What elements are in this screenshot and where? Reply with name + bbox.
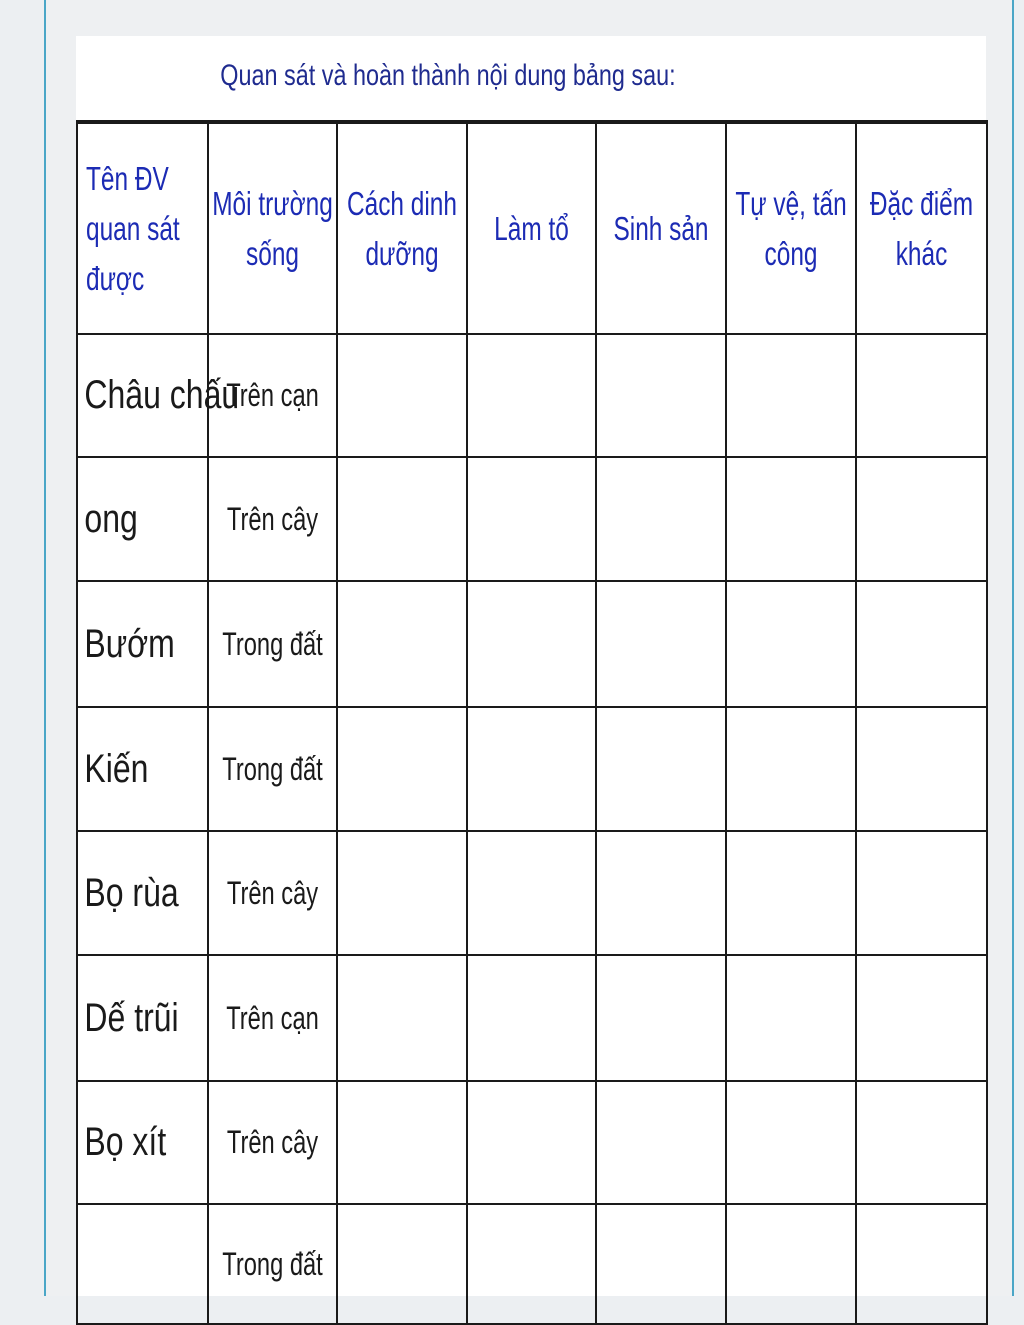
- habitat-value: Trên cây: [226, 1124, 319, 1160]
- habitat-value: Trong đất: [222, 625, 323, 662]
- empty-answer-cell[interactable]: [856, 1081, 987, 1204]
- habitat-cell: [208, 1204, 337, 1324]
- table-row: [77, 457, 987, 581]
- header-animal-name: Tên ĐV quan sát được: [77, 122, 208, 334]
- empty-answer-cell[interactable]: [337, 955, 467, 1081]
- empty-answer-cell[interactable]: [337, 831, 467, 955]
- empty-answer-cell[interactable]: [596, 1081, 726, 1204]
- habitat-value: Trên cạn: [226, 999, 319, 1036]
- empty-answer-cell[interactable]: [596, 581, 726, 707]
- table-row: [77, 581, 987, 707]
- animal-name: Bướm: [84, 621, 175, 666]
- empty-answer-cell[interactable]: [856, 457, 987, 581]
- animal-name-cell: [77, 1204, 208, 1324]
- habitat-value: Trên cây: [226, 500, 319, 537]
- habitat-cell: [208, 581, 337, 707]
- empty-answer-cell[interactable]: [467, 1204, 596, 1324]
- empty-answer-cell[interactable]: [467, 955, 596, 1081]
- animal-name-cell: [77, 581, 208, 707]
- empty-answer-cell[interactable]: [726, 707, 856, 831]
- empty-answer-cell[interactable]: [337, 1081, 467, 1204]
- habitat-cell: [208, 334, 337, 457]
- animal-name-cell: [77, 707, 208, 831]
- empty-answer-cell[interactable]: [596, 457, 726, 581]
- habitat-value: Trong đất: [222, 1245, 323, 1282]
- empty-answer-cell[interactable]: [726, 1081, 856, 1204]
- empty-answer-cell[interactable]: [337, 707, 467, 831]
- habitat-cell: [208, 707, 337, 831]
- habitat-cell: [208, 831, 337, 955]
- empty-answer-cell[interactable]: [726, 457, 856, 581]
- habitat-value: Trong đất: [222, 750, 323, 787]
- table-row: [77, 955, 987, 1081]
- animal-name: Bọ rùa: [84, 870, 179, 915]
- header-defense: Tự vệ, tấn công: [726, 122, 856, 334]
- header-habitat: Môi trường sống: [208, 122, 337, 334]
- empty-answer-cell[interactable]: [856, 334, 987, 457]
- empty-answer-cell[interactable]: [337, 457, 467, 581]
- animal-name: Kiến: [84, 746, 149, 791]
- animal-name: Dế trũi: [84, 995, 179, 1040]
- empty-answer-cell[interactable]: [596, 831, 726, 955]
- empty-answer-cell[interactable]: [596, 707, 726, 831]
- header-nutrition: Cách dinh dưỡng: [337, 122, 467, 334]
- animal-name: Châu chấu: [84, 373, 240, 417]
- habitat-value: Trên cây: [226, 874, 319, 911]
- empty-answer-cell[interactable]: [467, 334, 596, 457]
- animal-name-cell: [77, 955, 208, 1081]
- empty-answer-cell[interactable]: [467, 581, 596, 707]
- table-row: [77, 707, 987, 831]
- table-row: [77, 1204, 987, 1324]
- animal-name: Bọ xít: [84, 1120, 167, 1164]
- habitat-cell: [208, 955, 337, 1081]
- empty-answer-cell[interactable]: [337, 334, 467, 457]
- empty-answer-cell[interactable]: [467, 1081, 596, 1204]
- empty-answer-cell[interactable]: [596, 955, 726, 1081]
- empty-answer-cell[interactable]: [726, 581, 856, 707]
- table-row: [77, 334, 987, 457]
- habitat-cell: [208, 457, 337, 581]
- empty-answer-cell[interactable]: [467, 707, 596, 831]
- empty-answer-cell[interactable]: [596, 1204, 726, 1324]
- animal-name-cell: [77, 831, 208, 955]
- empty-answer-cell[interactable]: [856, 955, 987, 1081]
- empty-answer-cell[interactable]: [467, 831, 596, 955]
- empty-answer-cell[interactable]: [726, 1204, 856, 1324]
- animal-name-cell: [77, 457, 208, 581]
- empty-answer-cell[interactable]: [726, 831, 856, 955]
- empty-answer-cell[interactable]: [856, 707, 987, 831]
- table-row: [77, 1081, 987, 1204]
- table-header-row: [77, 122, 987, 334]
- animal-name-cell: [77, 1081, 208, 1204]
- observation-table: [76, 120, 988, 1325]
- empty-answer-cell[interactable]: [856, 1204, 987, 1324]
- animal-name-cell: [77, 334, 240, 457]
- habitat-cell: [208, 1081, 337, 1204]
- header-reproduction: Sinh sản: [596, 122, 726, 334]
- empty-answer-cell[interactable]: [337, 581, 467, 707]
- header-nesting: Làm tổ: [467, 122, 596, 334]
- empty-answer-cell[interactable]: [726, 334, 856, 457]
- table-row: [77, 831, 987, 955]
- empty-answer-cell[interactable]: [596, 334, 726, 457]
- empty-answer-cell[interactable]: [337, 1204, 467, 1324]
- empty-answer-cell[interactable]: [467, 457, 596, 581]
- header-other-traits: Đặc điểm khác: [856, 122, 987, 334]
- empty-answer-cell[interactable]: [856, 831, 987, 955]
- empty-answer-cell[interactable]: [856, 581, 987, 707]
- habitat-value: Trên cạn: [226, 377, 319, 413]
- animal-name: ong: [84, 496, 138, 541]
- worksheet-title: Quan sát và hoàn thành nội dung bảng sau:: [220, 59, 676, 92]
- empty-answer-cell[interactable]: [726, 955, 856, 1081]
